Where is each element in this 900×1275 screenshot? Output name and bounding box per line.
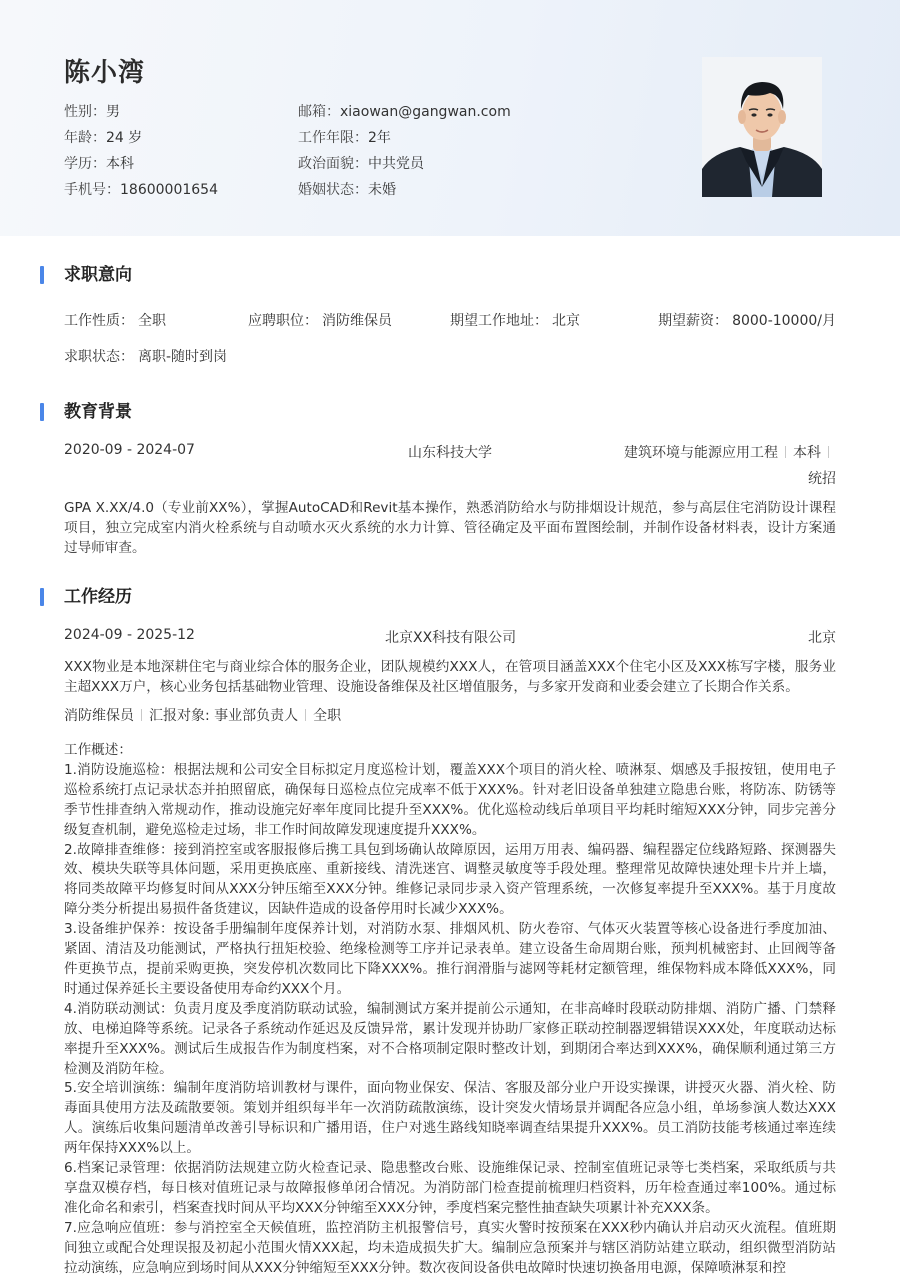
years-value: 2年 <box>368 130 391 146</box>
age-label: 年龄： <box>64 130 106 146</box>
political-value: 中共党员 <box>368 156 424 172</box>
email-value[interactable]: xiaowan@gangwan.com <box>340 104 511 120</box>
intent-location-value: 北京 <box>552 313 580 329</box>
duty-item: 7.应急响应值班：参与消控室全天候值班，监控消防主机报警信号，真实火警时按预案在XXX秒内确认并启动灭火流程。值班期间独立或配合处理误报及初起小范围火情XXX起，均未造成损失扩大。编制应急预案并与辖区消防站建立联动，组织微型消防站拉动演练，应急响应到场时间从XXX分钟缩短至XXX分钟。数次夜间设备供电故障时快速切换备用电源，保障喷淋泵和控 <box>64 1219 836 1275</box>
section-title-education: 教育背景 <box>40 401 132 423</box>
work-company: 北京XX科技有限公司 <box>385 630 517 646</box>
profile-photo <box>702 57 822 197</box>
job-type: 全职 <box>313 708 342 724</box>
person-portrait-icon <box>702 57 822 197</box>
job-role: 消防维保员 <box>64 708 134 724</box>
resume-header <box>0 0 900 236</box>
education-description: GPA X.XX/4.0（专业前XX%），掌握AutoCAD和Revit基本操作，熟悉消防给水与防排烟设计规范，参与高层住宅消防设计课程项目，独立完成室内消火栓系统与自动喷水灭火系统的水力计算、管径确定及平面布置图绘制，并制作设备材料表，设计方案通过导师审查。 <box>64 500 836 556</box>
age-row <box>64 127 142 147</box>
marital-row <box>298 179 396 199</box>
divider <box>141 709 142 721</box>
divider <box>785 446 786 458</box>
education-degree: 本科 <box>793 445 821 461</box>
intent-status-label: 求职状态： <box>64 349 134 365</box>
intent-salary-value: 8000-10000/月 <box>732 313 836 329</box>
work-overview <box>64 741 836 1275</box>
work-period: 2024-09 - 2025-12 <box>64 627 195 643</box>
section-title-intent: 求职意向 <box>40 264 132 286</box>
intent-position-value: 消防维保员 <box>322 313 392 329</box>
education-value: 本科 <box>106 156 134 172</box>
job-meta <box>64 705 341 725</box>
education-period: 2020-09 - 2024-07 <box>64 442 195 458</box>
company-description: XXX物业是本地深耕住宅与商业综合体的服务企业，团队规模约XXX人，在管项目涵盖XXX个住宅小区及XXX栋写字楼，服务业主超XXX万户，核心业务包括基础物业管理、设施设备维保及社区增值服务，与多家开发商和业委会建立了长期合作关系。 <box>64 659 836 695</box>
section-title-work: 工作经历 <box>40 586 132 608</box>
intent-salary-label: 期望薪资： <box>658 313 729 329</box>
education-school: 山东科技大学 <box>408 445 492 461</box>
marital-value: 未婚 <box>368 182 396 198</box>
marital-label: 婚姻状态： <box>298 182 368 198</box>
gender-label: 性别： <box>64 104 106 120</box>
gender-row <box>64 101 120 121</box>
intent-type-label: 工作性质： <box>64 313 134 329</box>
years-label: 工作年限： <box>298 130 368 146</box>
phone-label: 手机号： <box>64 182 120 198</box>
intent-position <box>248 310 392 330</box>
overview-label: 工作概述： <box>64 742 132 758</box>
years-row <box>298 127 391 147</box>
duty-item: 3.设备维护保养：按设备手册编制年度保养计划，对消防水泵、排烟风机、防火卷帘、气体灭火装置等核心设备进行季度加油、紧固、清洁及功能测试，严格执行扭矩校验、绝缘检测等工序并记录表单。建立设备生命周期台账，预判机械密封、止回阀等备件更换节点，提前采购更换，突发停机次数同比下降XXX%。推行润滑脂与滤网等耗材定额管理，维保物料成本降低XXX%，同时通过保养延长主要设备使用寿命约XXX个月。 <box>64 921 836 997</box>
duty-item: 6.档案记录管理：依据消防法规建立防火检查记录、隐患整改台账、设施维保记录、控制室值班记录等七类档案，采取纸质与共享盘双模存档，每日核对值班记录与故障报修单闭合情况。为消防部门检查提前梳理归档资料，历年检查通过率100%。通过标准化命名和索引，档案查找时间从平均XXX分钟缩至XXX分钟，季度档案完整性抽查缺失项累计补充XXX条。 <box>64 1160 836 1216</box>
political-row <box>298 153 424 173</box>
job-report: 汇报对象: 事业部负责人 <box>149 708 299 724</box>
duty-item: 2.故障排查维修：接到消控室或客服报修后携工具包到场确认故障原因，运用万用表、编码器、编程器定位线路短路、探测器失效、模块失联等具体问题，采用更换底座、重新接线、清洗迷宫、调整灵敏度等手段处理。整理常见故障快速处理卡片并上墙，将同类故障平均修复时间从XXX分钟压缩至XXX分钟。维修记录同步录入资产管理系统，一次修复率提升至XXX%。基于月度故障分类分析提出易损件备货建议，因缺件造成的设备停用时长减少XXX%。 <box>64 841 836 918</box>
phone-row <box>64 179 218 199</box>
email-label: 邮箱： <box>298 104 340 120</box>
intent-location <box>450 310 580 330</box>
divider <box>828 446 829 458</box>
intent-type <box>64 310 166 330</box>
intent-status-value: 离职-随时到岗 <box>138 349 228 365</box>
education-major-degree <box>624 442 836 462</box>
intent-salary <box>658 310 836 330</box>
education-major: 建筑环境与能源应用工程 <box>624 445 778 461</box>
phone-value[interactable]: 18600001654 <box>120 182 218 198</box>
political-label: 政治面貌： <box>298 156 368 172</box>
intent-position-label: 应聘职位： <box>248 313 318 329</box>
duty-item: 4.消防联动测试：负责月度及季度消防联动试验，编制测试方案并提前公示通知，在非高峰时段联动防排烟、消防广播、门禁释放、电梯迫降等系统。记录各子系统动作延迟及反馈异常，累计发现并协助厂家修正联动控制器逻辑错误XXX处，年度联动达标率提升至XXX%。测试后生成报告作为制度档案，对不合格项制定限时整改计划，到期闭合率达到XXX%，确保顺利通过第三方检测及消防年检。 <box>64 1000 836 1077</box>
email-row <box>298 101 511 121</box>
intent-status <box>64 346 227 366</box>
work-city: 北京 <box>808 630 836 646</box>
duty-item: 1.消防设施巡检：根据法规和公司安全目标拟定月度巡检计划，覆盖XXX个项目的消火栓、喷淋泵、烟感及手报按钮，使用电子巡检系统打点记录状态并拍照留底，确保每日巡检点位完成率不低于XXX%。针对老旧设备单独建立隐患台账，将防冻、防锈等季节性排查纳入常规动作，推动设施完好率年度同比提升至XXX%。优化巡检动线后单项目平均耗时缩短XXX分钟，同步完善分级复查机制，避免巡检走过场，非工作时间故障发现速度提升XXX%。 <box>64 761 836 838</box>
gender-value: 男 <box>106 104 120 120</box>
intent-location-label: 期望工作地址： <box>450 313 548 329</box>
intent-type-value: 全职 <box>138 313 166 329</box>
education-label: 学历： <box>64 156 106 172</box>
candidate-name: 陈小湾 <box>64 58 146 88</box>
education-mode: 统招 <box>808 471 836 487</box>
age-value: 24 岁 <box>106 130 143 146</box>
duty-item: 5.安全培训演练：编制年度消防培训教材与课件，面向物业保安、保洁、客服及部分业户开设实操课，讲授灭火器、消火栓、防毒面具使用方法及疏散要领。策划并组织每半年一次消防疏散演练，设计突发火情场景并调配各应急小组，单场参演人数达XXX人。演练后收集问题清单改善引导标识和广播用语，住户对逃生路线知晓率调查结果提升XXX%。员工消防技能考核通过率连续两年保持XXX%以上。 <box>64 1080 836 1157</box>
education-row <box>64 153 134 173</box>
divider <box>305 709 306 721</box>
